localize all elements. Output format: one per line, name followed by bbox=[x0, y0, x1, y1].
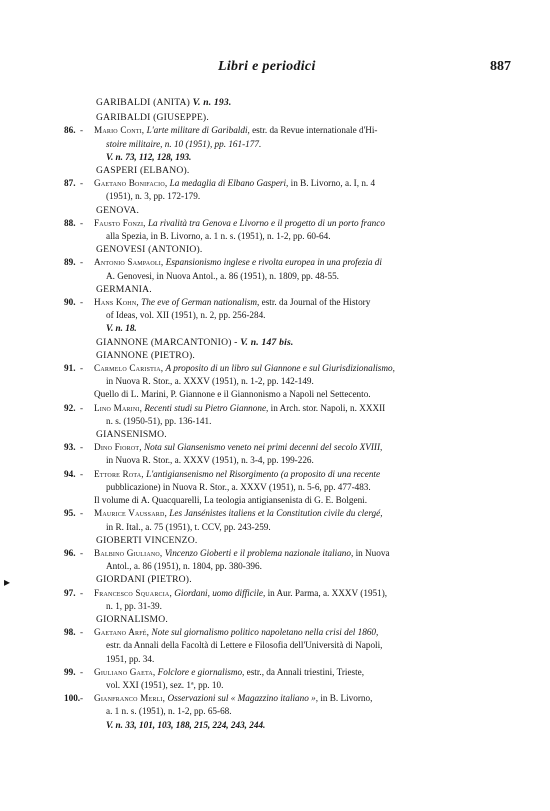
running-title: Libri e periodici bbox=[218, 59, 316, 74]
entry-author: Lino Marini, bbox=[94, 402, 143, 413]
entry-author: Gaetano Arfé, bbox=[94, 627, 150, 638]
entry-dash: - bbox=[80, 666, 84, 677]
entry-author: Balbino Giuliano, bbox=[94, 547, 163, 558]
entry-continuation: a. 1 n. s. (1951), n. 1-2, pp. 65-68. bbox=[106, 706, 232, 717]
entry-title: A proposito di un libro sul Giannone e sul Giurisdizionalismo, bbox=[165, 363, 395, 374]
heading-text: GARIBALDI (ANITA) bbox=[96, 97, 191, 108]
entry-line bbox=[66, 666, 470, 679]
entry-line bbox=[66, 692, 470, 705]
entry-line bbox=[66, 296, 470, 309]
entry-title: La rivalità tra Genova e Livorno e il progetto di un porto franco bbox=[147, 217, 385, 228]
subject-heading bbox=[66, 204, 470, 217]
entry-author: Giuliano Gaeta, bbox=[94, 666, 156, 677]
running-header bbox=[0, 59, 550, 77]
entry-line bbox=[66, 124, 470, 137]
subject-heading bbox=[66, 336, 470, 349]
entry-number: 90. bbox=[64, 297, 76, 308]
entry-dash: - bbox=[80, 627, 84, 638]
heading-text: GASPERI (ELBANO). bbox=[96, 165, 190, 177]
entry-note: Quello di L. Marini, P. Giannone e il Giannonismo a Napoli nel Settecento. bbox=[94, 389, 371, 400]
subject-heading bbox=[66, 349, 470, 362]
entry-dash: - bbox=[80, 217, 84, 228]
heading-text: GIANNONE (MARCANTONIO) bbox=[96, 336, 232, 348]
entry-title: Les Jansénistes italiens et la Constitution civile du clergé, bbox=[169, 508, 383, 519]
entry-author: Gianfranco Merli, bbox=[94, 693, 166, 704]
entry-number: 98. bbox=[64, 627, 76, 638]
subject-heading bbox=[66, 243, 470, 256]
entry-author: Maurice Vaussard, bbox=[94, 508, 167, 519]
entry-source: in Nuova bbox=[353, 547, 390, 558]
entry-dash: - bbox=[80, 257, 84, 268]
entry-source: in Arch. stor. Napoli, n. XXXII bbox=[268, 402, 386, 413]
see-also-reference: V. n. 33, 101, 103, 188, 215, 224, 243, 244. bbox=[106, 719, 266, 730]
entry-line bbox=[66, 507, 470, 520]
entry-title: Note sul giornalismo politico napoletano nella crisi del 1860, bbox=[151, 627, 379, 638]
entry-dash: - bbox=[80, 693, 84, 704]
entry-line bbox=[66, 626, 470, 639]
entry-author: Dino Fiorot, bbox=[94, 442, 142, 453]
entry-line bbox=[66, 256, 470, 269]
entry-number: 88. bbox=[64, 217, 76, 228]
entry-number: 97. bbox=[64, 587, 76, 598]
entry-line bbox=[66, 547, 470, 560]
entry-number: 95. bbox=[64, 508, 76, 519]
entry-dash: - bbox=[80, 125, 84, 136]
entry-author: Francesco Squarcia, bbox=[94, 587, 172, 598]
entry-dash: - bbox=[80, 547, 84, 558]
entry-number: 100. bbox=[64, 693, 81, 704]
margin-mark: ▸ bbox=[4, 575, 11, 589]
entry-dash: - bbox=[80, 297, 84, 308]
entry-continuation: in Nuova R. Stor., a. XXXV (1951), n. 3-4, pp. 199-226. bbox=[106, 455, 314, 466]
entry-author: Antonio Sampaoli, bbox=[94, 257, 164, 268]
entry-continuation: alla Spezia, in B. Livorno, a. 1 n. s. (1951), n. 1-2, pp. 60-64. bbox=[106, 231, 331, 242]
entry-number: 96. bbox=[64, 547, 76, 558]
entry-author: Ettore Rota, bbox=[94, 468, 144, 479]
heading-text: GERMANIA. bbox=[96, 283, 152, 295]
subject-heading bbox=[66, 283, 470, 296]
entry-number: 99. bbox=[64, 666, 76, 677]
entry-line bbox=[66, 441, 470, 454]
entry-author: Fausto Fonzi, bbox=[94, 217, 146, 228]
entry-title: Folclore e giornalismo, bbox=[157, 666, 245, 677]
entry-title: La medaglia di Elbano Gasperi, bbox=[169, 178, 289, 189]
entry-continuation: (1951), n. 3, pp. 172-179. bbox=[106, 191, 201, 202]
see-also-reference: V. n. 18. bbox=[106, 323, 137, 334]
entry-line bbox=[66, 468, 470, 481]
entry-line bbox=[66, 217, 470, 230]
entry-title: Vincenzo Gioberti e il problema nazionale italiano, bbox=[164, 547, 354, 558]
entry-source: in Aur. Parma, a. XXXV (1951), bbox=[265, 587, 388, 598]
entry-number: 91. bbox=[64, 363, 76, 374]
entry-continuation: vol. XXI (1951), sez. 1ª, pp. 10. bbox=[106, 679, 224, 690]
entry-title: Recenti studi su Pietro Giannone, bbox=[144, 402, 269, 413]
entry-dash: - bbox=[80, 468, 84, 479]
see-also-reference: V. n. 73, 112, 128, 193. bbox=[106, 151, 192, 162]
bibliography-entries bbox=[66, 96, 470, 732]
entry-number: 89. bbox=[64, 257, 76, 268]
entry-source: estr. da Journal of the History bbox=[259, 297, 371, 308]
subject-heading bbox=[66, 428, 470, 441]
entry-source: estr., da Annali triestini, Trieste, bbox=[244, 666, 365, 677]
entry-author: Hans Kohn, bbox=[94, 297, 139, 308]
entry-title: The eve of German nationalism, bbox=[141, 297, 260, 308]
entry-continuation: stoire militaire, n. 10 (1951), pp. 161-177. bbox=[106, 138, 262, 149]
entry-continuation: Antol., a. 86 (1951), n. 1804, pp. 380-396. bbox=[106, 561, 262, 572]
entry-number: 86. bbox=[64, 125, 76, 136]
entry-number: 94. bbox=[64, 468, 76, 479]
entry-dash: - bbox=[80, 587, 84, 598]
subject-heading bbox=[66, 164, 470, 177]
heading-text: GIORDANI (PIETRO). bbox=[96, 574, 192, 586]
entry-continuation: pubblicazione) in Nuova R. Stor., a. XXXV (1951), n. 5-6, pp. 477-483. bbox=[106, 481, 371, 492]
entry-title: Espansionismo inglese e rivolta europea in una profezia di bbox=[165, 257, 382, 268]
entry-title: Nota sul Giansenismo veneto nei primi decenni del secolo XVIII, bbox=[144, 442, 383, 453]
subject-heading bbox=[66, 96, 470, 109]
entry-continuation: in R. Ital., a. 75 (1951), t. CCV, pp. 243-259. bbox=[106, 521, 271, 532]
entry-source: in B. Livorno, a. I, n. 4 bbox=[288, 178, 376, 189]
cross-reference: - V. n. 147 bis. bbox=[234, 336, 294, 348]
heading-text: GENOVESI (ANTONIO). bbox=[96, 244, 203, 256]
entry-dash: - bbox=[80, 363, 84, 374]
entry-note: Il volume di A. Quacquarelli, La teologia antigiansenista di G. E. Bolgeni. bbox=[94, 495, 368, 506]
entry-continuation: n. s. (1950-51), pp. 136-141. bbox=[106, 415, 212, 426]
heading-text: GENOVA. bbox=[96, 204, 140, 216]
entry-continuation: estr. da Annali della Facoltà di Lettere e Filosofia dell'Università di Napoli, bbox=[106, 640, 383, 651]
cross-reference: V. n. 193. bbox=[192, 97, 232, 108]
entry-continuation: 1951, pp. 34. bbox=[106, 653, 155, 664]
entry-continuation: of Ideas, vol. XII (1951), n. 2, pp. 256-284. bbox=[106, 310, 266, 321]
entry-author: Mario Conti, bbox=[94, 125, 145, 136]
entry-continuation: n. 1, pp. 31-39. bbox=[106, 600, 162, 611]
entry-title: Osservazioni sul « Magazzino italiano », bbox=[167, 693, 319, 704]
heading-text: GIORNALISMO. bbox=[96, 613, 168, 625]
entry-title: L'antigiansenismo nel Risorgimento (a proposito di una recente bbox=[146, 468, 381, 479]
entry-line bbox=[66, 362, 470, 375]
entry-author: Carmelo Caristia, bbox=[94, 363, 164, 374]
entry-author: Gaetano Bonifacio, bbox=[94, 178, 168, 189]
entry-dash: - bbox=[80, 402, 84, 413]
entry-title: L'arte militare di Garibaldi, bbox=[146, 125, 250, 136]
heading-text: GIANSENISMO. bbox=[96, 429, 167, 441]
entry-number: 93. bbox=[64, 442, 76, 453]
entry-line bbox=[66, 177, 470, 190]
entry-source: in B. Livorno, bbox=[318, 693, 373, 704]
heading-text: GIOBERTI VINCENZO. bbox=[96, 534, 198, 546]
entry-dash: - bbox=[80, 178, 84, 189]
entry-source: estr. da Revue internationale d'Hi- bbox=[249, 125, 378, 136]
entry-continuation: in Nuova R. Stor., a. XXXV (1951), n. 1-2, pp. 142-149. bbox=[106, 376, 314, 387]
entry-number: 87. bbox=[64, 178, 76, 189]
entry-dash: - bbox=[80, 508, 84, 519]
entry-dash: - bbox=[80, 442, 84, 453]
entry-line bbox=[66, 402, 470, 415]
entry-line bbox=[66, 587, 470, 600]
entry-number: 92. bbox=[64, 402, 76, 413]
subject-heading bbox=[66, 534, 470, 547]
subject-heading bbox=[66, 613, 470, 626]
page-number: 887 bbox=[490, 59, 511, 74]
entry-continuation: A. Genovesi, in Nuova Antol., a. 86 (1951), n. 1809, pp. 48-55. bbox=[106, 270, 339, 281]
entry-title: Giordani, uomo difficile, bbox=[174, 587, 266, 598]
heading-text: GIANNONE (PIETRO). bbox=[96, 349, 195, 361]
subject-heading bbox=[66, 573, 470, 586]
heading-text: GARIBALDI (GIUSEPPE). bbox=[96, 112, 209, 124]
subject-heading bbox=[66, 111, 470, 124]
